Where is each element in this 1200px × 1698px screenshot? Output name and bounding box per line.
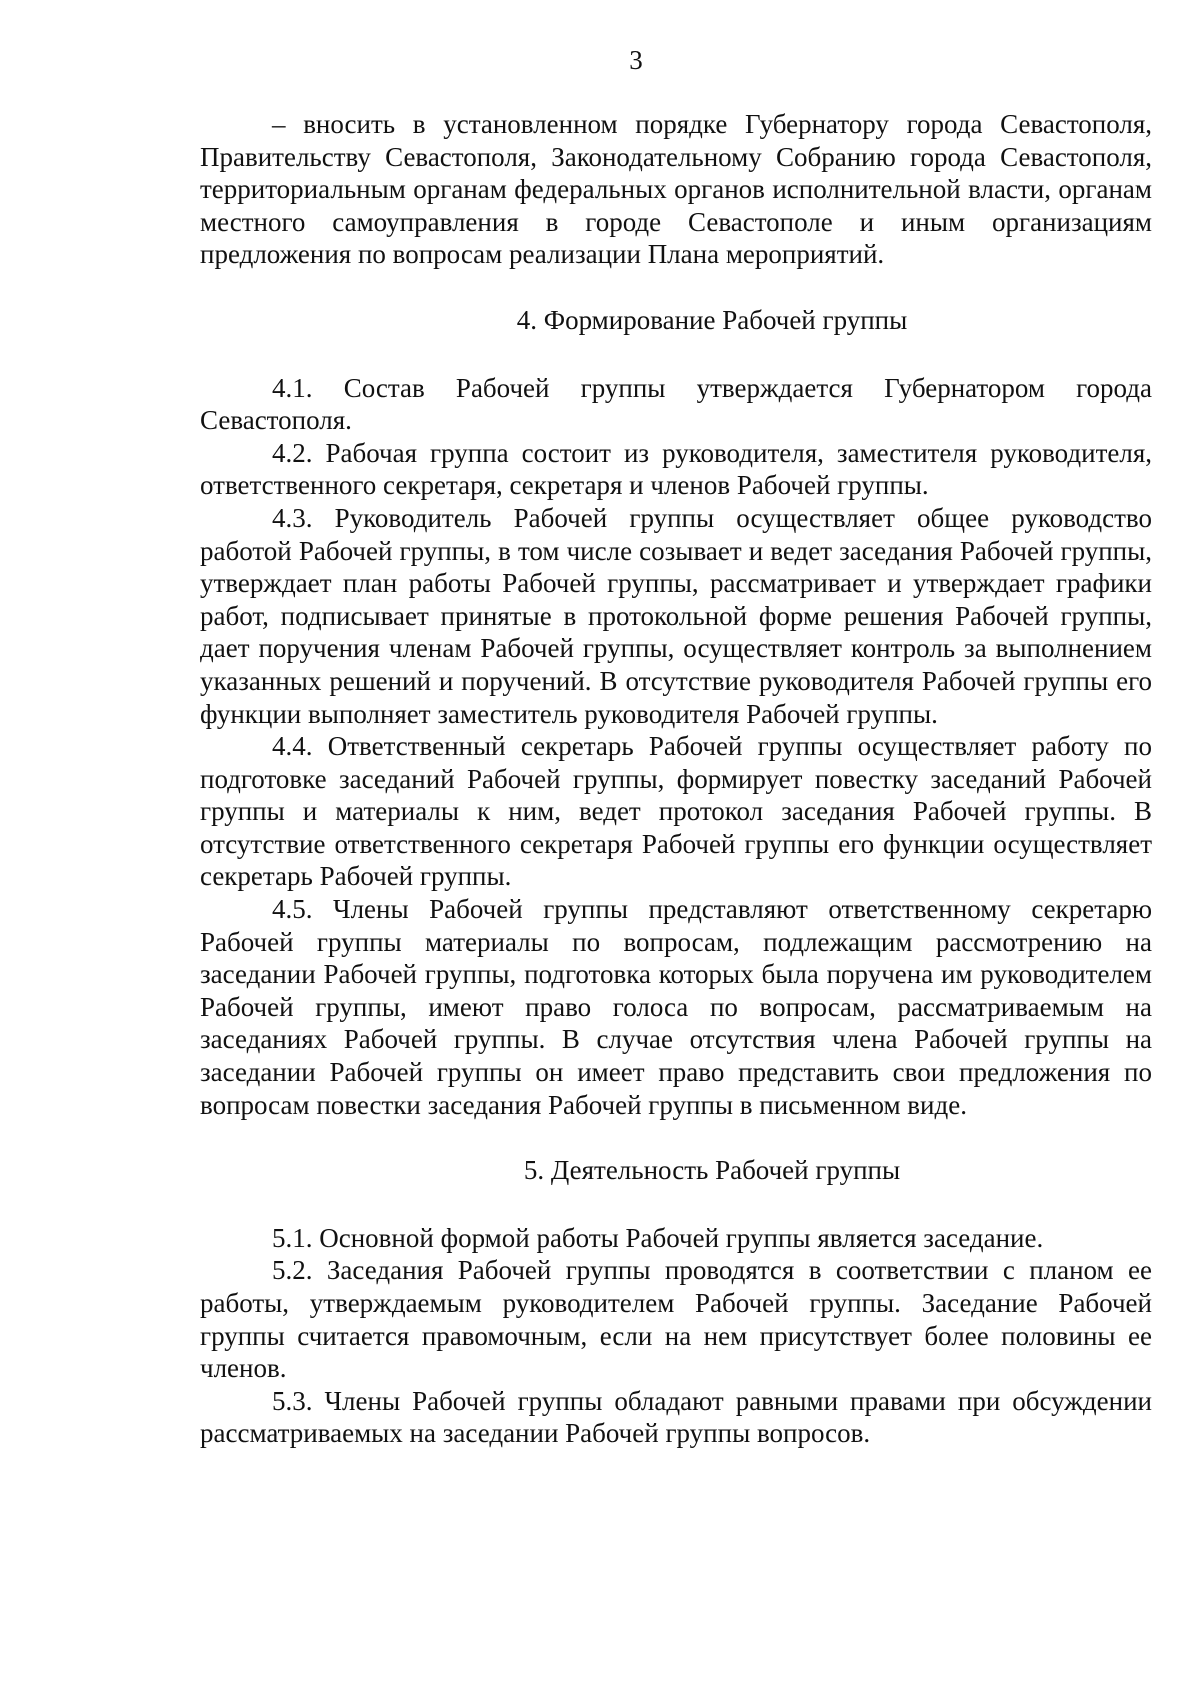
clause-4-3: 4.3. Руководитель Рабочей группы осуществляет общее руководство работой Рабочей группы, в том числе созывает и ведет заседания Рабочей группы, утверждает план работы Рабочей группы, рассматривает и утверждает графики работ, подписывает принятые в протокольной форме решения Рабочей группы, дает поручения членам Рабочей группы, осуществляет контроль за выполнением указанных решений и поручений. В отсутствие руководителя Рабочей группы его функции выполняет заместитель руководителя Рабочей группы. [200,502,1152,729]
clause-4-5: 4.5. Члены Рабочей группы представляют ответственному секретарю Рабочей группы материалы по вопросам, подлежащим рассмотрению на заседании Рабочей группы, подготовка которых была поручена им руководителем Рабочей группы, имеют право голоса по вопросам, рассматриваемым на заседаниях Рабочей группы. В случае отсутствия члена Рабочей группы на заседании Рабочей группы он имеет право представить свои предложения по вопросам повестки заседания Рабочей группы в письменном виде. [200,894,1152,1120]
clause-5-3: 5.3. Члены Рабочей группы обладают равными правами при обсуждении рассматриваемых на заседании Рабочей группы вопросов. [200,1385,1152,1449]
clause-5-1: 5.1. Основной формой работы Рабочей группы является заседание. [272,1222,1044,1253]
clause-4-2: 4.2. Рабочая группа состоит из руководителя, заместителя руководителя, ответственного секретаря, секретаря и членов Рабочей группы. [200,437,1152,501]
section-5-items [200,1222,1152,1450]
intro-paragraph: – вносить в установленном порядке Губернатору города Севастополя, Правительству Севастополя, Законодательному Собранию города Севастополя, территориальным органам федеральных органов исполнительной власти, органам местного самоуправления в городе Севастополе и иным организациям предложения по вопросам реализации Плана мероприятий. [200,109,1152,270]
section-4-heading: 4. Формирование Рабочей группы [516,304,908,335]
section-5-heading: 5. Деятельность Рабочей группы [523,1155,901,1186]
section-4-items [200,372,1152,1122]
document-body [200,108,1152,1450]
clause-4-1: 4.1. Состав Рабочей группы утверждается Губернатором города Севастополя. [200,372,1152,436]
clause-5-2: 5.2. Заседания Рабочей группы проводятся в соответствии с планом ее работы, утверждаемым руководителем Рабочей группы. Заседание Рабочей группы считается правомочным, если на нем присутствует более половины ее членов. [200,1255,1152,1384]
clause-4-4: 4.4. Ответственный секретарь Рабочей группы осуществляет работу по подготовке заседаний Рабочей группы, формирует повестку заседаний Рабочей группы и материалы к ним, ведет протокол заседания Рабочей группы. В отсутствие ответственного секретаря Рабочей группы его функции осуществляет секретарь Рабочей группы. [200,731,1152,892]
page-number: 3 [629,45,643,75]
